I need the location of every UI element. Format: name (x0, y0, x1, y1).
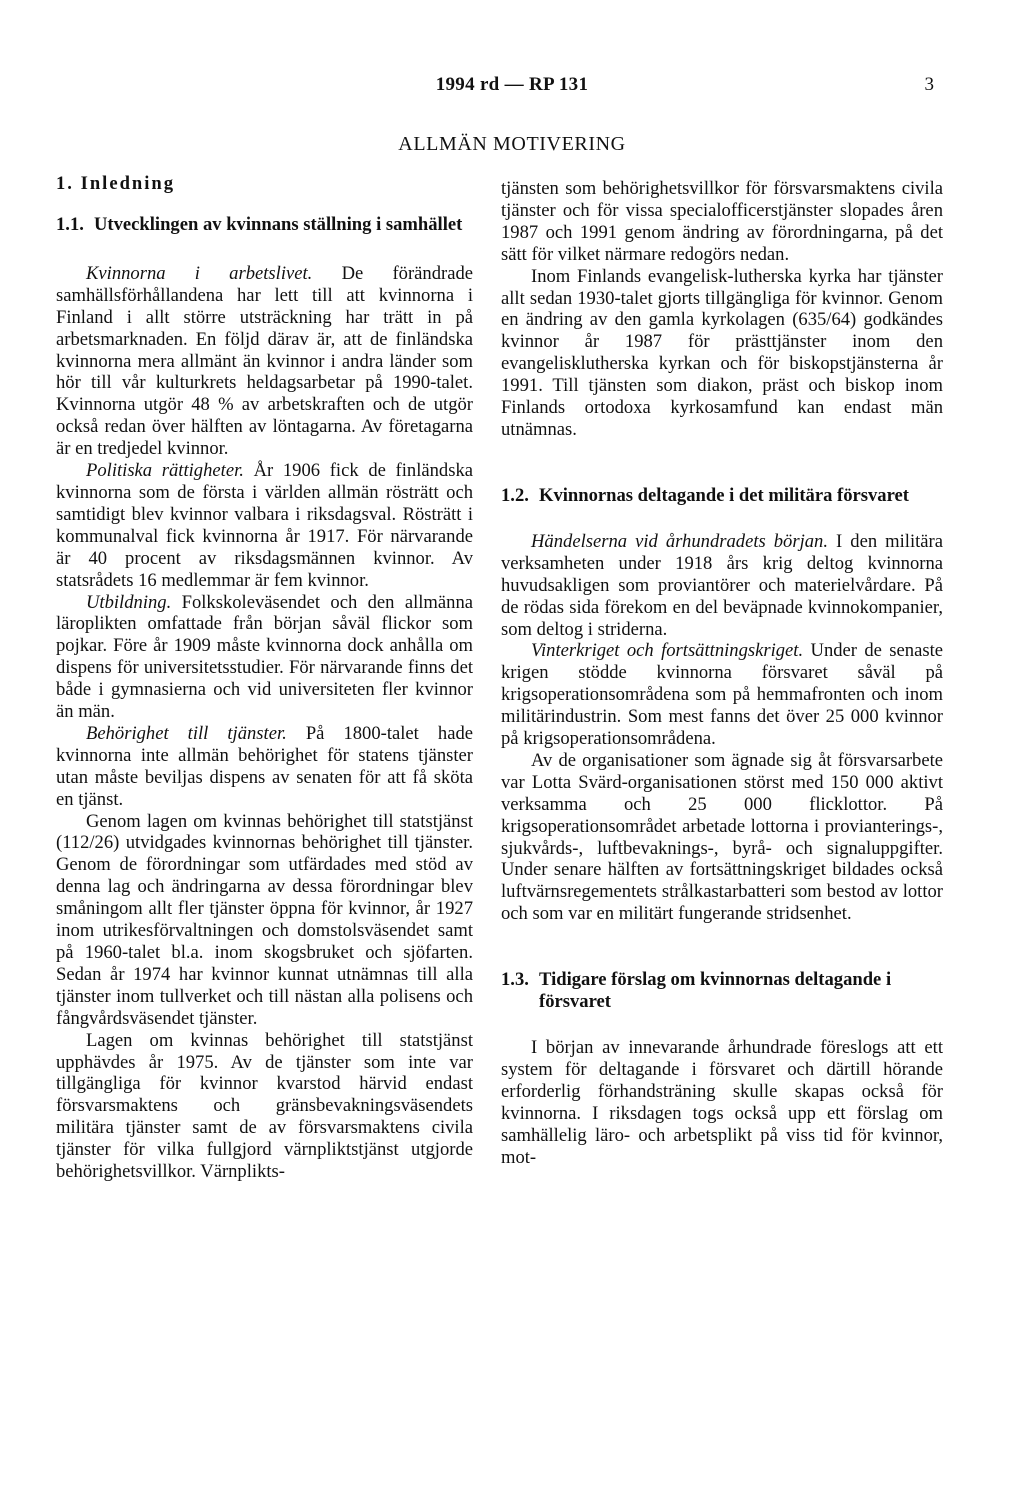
paragraph (501, 640, 943, 750)
heading-text: Tidigare förslag om kvinnornas deltagande i försvaret (539, 969, 892, 1013)
heading-1-2 (501, 485, 943, 507)
heading-1-1 (56, 214, 473, 236)
heading-1-3 (501, 969, 943, 1013)
left-column (56, 173, 473, 1183)
paragraph: Av de organisationer som ägnade sig åt försvarsarbete var Lotta Svärd-organisationen störst med 150 000 aktivt verksamma och 25 000 flicklottor. På krigsoperationsområdet arbetade lottorna i provianterings-, sjukvårds-, luftbevaknings-, byrå- och signaluppgifter. Under senare hälften av fortsättningskriget bildades också luftvärnsregementets strålkastarbatteri som bestod av lottor och som var en militärt fungerande stridsenhet. (501, 749, 943, 925)
paragraph-lead: Händelserna vid århundradets början. (531, 530, 829, 552)
heading-number: 1.1. (56, 213, 84, 235)
paragraph (56, 263, 473, 460)
heading-text: Kvinnornas deltagande i det militära försvaret (539, 484, 909, 506)
paragraph (56, 592, 473, 723)
paragraph-text: På 1800-talet hade kvinnorna inte allmän behörighet för statens tjänster utan måste beviljas dispens av senaten för att få sköta en tjänst. (56, 722, 473, 810)
paragraph: Lagen om kvinnas behörighet till statstjänst upphävdes år 1975. Av de tjänster som inte var tillgängliga för kvinnor kvarstod härvid endast försvarsmaktens och gränsbevakningsväsendets militära tjänster samt de av försvarsmaktens civila tjänster för vilka fullgjord värnpliktstjänst utgjorde behörighetsvillkor. Värnplikts- (56, 1029, 473, 1183)
paragraph-lead: Vinterkriget och fortsättningskriget. (531, 640, 804, 662)
paragraph: tjänsten som behörighetsvillkor för försvarsmaktens civila tjänster och för vissa specialofficerstjänster slopades åren 1987 och 1991 genom ändring av förordningarna, på det sätt för vilket närmare redogörs nedan. (501, 178, 943, 265)
paragraph-text: I den militära verksamheten under 1918 års krig deltog kvinnorna huvudsakligen som proviantörer och materielvårdare. På de rödas sida förekom en del beväpnade kvinnokompanier, som deltog i striderna. (501, 530, 944, 640)
paragraph (501, 531, 943, 641)
heading-number: 1.2. (501, 484, 529, 506)
heading-inledning: 1. Inledning (56, 173, 176, 194)
page-header (0, 74, 1024, 104)
section-title: ALLMÄN MOTIVERING (398, 133, 626, 155)
paragraph: Inom Finlands evangelisk-lutherska kyrka har tjänster allt sedan 1930-talet gjorts tillgängliga för kvinnor. Genom en ändring av den gamla kyrkolagen (635/64) godkändes kvinnor år 1987 för prästtjänster inom den evangelisklutherska kyrkan och för biskopstjänsterna år 1991. Till tjänsten som diakon, präst och biskop inom Finlands ortodoxa kyrkosamfund kan endast män utnämnas. (501, 265, 943, 440)
paragraph (56, 723, 473, 811)
paragraph: I början av innevarande århundrade föreslogs att ett system för deltagande i försvaret och därtill hörande erforderlig förhandsträning skulle skapas också för kvinnorna. I riksdagen togs också upp ett förslag om samhällelig läro- och arbetsplikt på viss tid för kvinnor, mot- (501, 1037, 943, 1168)
heading-text: Utvecklingen av kvinnans ställning i samhället (94, 213, 463, 235)
paragraph-text: Under de senaste krigen stödde kvinnorna försvaret såväl på krigsoperationsområdena som på hemmafronten och inom militärindustrin. Som mest fanns det över 25 000 kvinnor på krigsoperationsområdena. (501, 640, 943, 750)
paragraph-lead: Kvinnorna i arbetslivet. (86, 262, 313, 284)
heading-number: 1.3. (501, 969, 529, 991)
page-number: 3 (924, 74, 934, 95)
paragraph-text: År 1906 fick de finländska kvinnorna som de första i världen allmän rösträtt och samtidigt blev kvinnor valbara i riksdagsval. Rösträtt i kommunalval fick kvinnorna år 1917. För närvarande är 40 procent av riksdagsmännen kvinnor. Av statsrådets 16 medlemmar är fem kvinnor. (56, 460, 473, 591)
running-title: 1994 rd — RP 131 (435, 74, 589, 95)
paragraph: Genom lagen om kvinnas behörighet till statstjänst (112/26) utvidgades kvinnornas behörighet till tjänster. Genom de förordningar som utfärdades med stöd av denna lag och ändringarna av dessa förordningar blev småningom allt fler tjänster öppna för kvinnor, år 1927 inom utrikesförvaltningen och domstolsväsendet samt på 1960-talet bl.a. inom skogsbruket och sjöfarten. Sedan år 1974 har kvinnor kunnat utnämnas till alla tjänster inom tullverket och till nästan alla polisens och fångvårdsväsendet tjänster. (56, 810, 473, 1029)
paragraph-text: Folkskoleväsendet och den allmänna läroplikten omfattade från början såväl flickor som pojkar. Före år 1909 måste kvinnorna dock anhålla om dispens för universitetsstudier. För närvarande finns det både i gymnasierna och vid universiteten fler kvinnor än män. (56, 591, 473, 723)
right-column (501, 178, 943, 1169)
paragraph-lead: Behörighet till tjänster. (86, 722, 287, 744)
paragraph (56, 460, 473, 591)
paragraph-lead: Utbildning. (86, 591, 172, 613)
paragraph-text: De förändrade samhällsförhållandena har lett till att kvinnorna i Finland i allt större utsträckning har trätt in på arbetsmarknaden. En följd därav är, att de finländska kvinnorna mera allmänt än kvinnor i andra länder som hör till vår kulturkrets heldagsarbetar på 1990-talet. Kvinnorna utgör 48 % av arbetskraften och de utgör också redan över hälften av löntagarna. Av företagarna är en tredjedel kvinnor. (56, 262, 474, 460)
paragraph-lead: Politiska rättigheter. (86, 460, 244, 482)
